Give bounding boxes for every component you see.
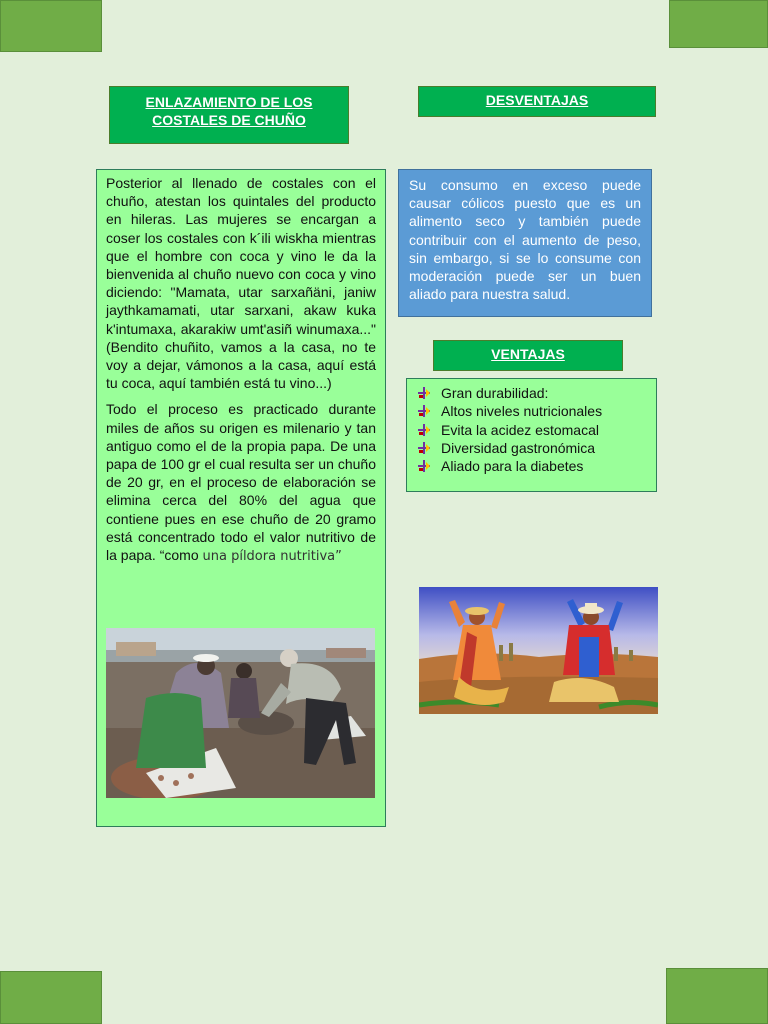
- bullet-arrow-icon: [417, 441, 431, 455]
- chuno-sacks-photo: [106, 628, 375, 798]
- text-line: "Mamata, utar sarxañäni, janiw: [170, 284, 376, 301]
- celebration-illustration: [419, 587, 658, 714]
- heading-enlazamiento: [109, 86, 349, 144]
- text-line: contribuir con el aumento de peso,: [409, 231, 641, 248]
- text-line: moderación puede ser un buen: [409, 268, 641, 285]
- corner-decoration-top-left: [0, 0, 102, 52]
- heading-ventajas-text: VENTAJAS: [491, 346, 565, 362]
- text-line: alimento seco y también puede: [409, 213, 641, 230]
- enlazamiento-text-panel: [96, 169, 386, 827]
- text-line: todo el valor nutritivo de la papa. “como: [106, 528, 377, 564]
- text-line: Posterior al llenado de costales con el: [106, 175, 376, 191]
- ventajas-item-label: Diversidad gastronómica: [441, 439, 596, 456]
- text-line: la casa, no te voy a dejar, vámonos a la: [106, 338, 376, 374]
- heading-ventajas: [433, 340, 623, 371]
- text-line: De una papa de 100 gr el cual resulta: [106, 437, 376, 473]
- ventajas-item-label: Evita la acidez estomacal: [441, 421, 599, 438]
- bullet-arrow-icon: [417, 404, 431, 418]
- list-item: [417, 457, 656, 475]
- list-item: [417, 439, 656, 457]
- text-line: sin embargo, si se lo consume con: [409, 249, 641, 266]
- paragraph-proceso: [106, 400, 376, 566]
- text-line: elaboración se elimina cerca del 80%: [106, 474, 377, 509]
- corner-decoration-top-right: [669, 0, 768, 48]
- text-line: tan antiguo como el de la propia papa.: [106, 419, 376, 454]
- ventajas-list: [417, 384, 656, 475]
- bullet-arrow-icon: [417, 386, 431, 400]
- text-line: producto en hileras. Las mujeres se: [106, 193, 376, 228]
- bullet-arrow-icon: [417, 459, 431, 473]
- ventajas-item-label: Aliado para la diabetes: [441, 458, 584, 475]
- text-line-quote: una píldora nutritiva”: [202, 549, 342, 565]
- text-line: está tu vino...): [243, 375, 332, 392]
- paragraph-enlazamiento: [106, 174, 376, 392]
- desventajas-text: [409, 176, 641, 303]
- list-item: [417, 384, 656, 402]
- corner-decoration-bottom-right: [666, 968, 768, 1024]
- corner-decoration-bottom-left: [0, 971, 102, 1024]
- text-line: winumaxa..." (Bendito chuñito, vamos a: [106, 320, 376, 355]
- text-line: aliado para nuestra salud.: [409, 286, 571, 303]
- text-line: casa, aquí está tu coca, aquí también: [106, 357, 377, 392]
- list-item: [417, 421, 656, 439]
- text-line: Su consumo en exceso puede: [409, 177, 641, 193]
- text-line: nuevo con coca y vino diciendo:: [106, 266, 376, 301]
- text-line: encargan a coser los costales con k´ili: [106, 211, 376, 246]
- text-line: wiskha mientras que el hombre con: [106, 229, 376, 264]
- text-line: del agua que contiene pues en ese: [106, 492, 376, 527]
- text-line: coca y vino le da la bienvenida al chuño: [106, 247, 376, 283]
- list-item: [417, 402, 656, 420]
- heading-desventajas-text: DESVENTAJAS: [485, 92, 589, 108]
- ventajas-item-label: Gran durabilidad:: [441, 385, 549, 401]
- text-line: k'intumaxa, akarakiw umt'asiñ: [106, 320, 297, 337]
- heading-enlazamiento-line2: COSTALES DE CHUÑO: [152, 112, 306, 128]
- heading-desventajas: [418, 86, 656, 117]
- ventajas-item-label: Altos niveles nutricionales: [441, 403, 603, 420]
- text-line: causar cólicos puesto que es un: [409, 195, 641, 212]
- ventajas-panel: [406, 378, 657, 492]
- text-line: ser un chuño de 20 gr, en el proceso de: [106, 456, 376, 491]
- desventajas-panel: [398, 169, 652, 317]
- text-line: chuño de 20 gramo está concentrado: [106, 510, 376, 545]
- bullet-arrow-icon: [417, 423, 431, 437]
- text-line: Todo el proceso es practicado durante: [106, 401, 376, 418]
- text-line: miles de años su origen es milenario y: [106, 419, 357, 436]
- text-line: jaythkamamati, utar sarxani, akaw kuka: [106, 302, 376, 319]
- text-line: chuño, atestan los quintales del: [106, 193, 322, 210]
- heading-enlazamiento-line1: ENLAZAMIENTO DE LOS: [145, 94, 313, 110]
